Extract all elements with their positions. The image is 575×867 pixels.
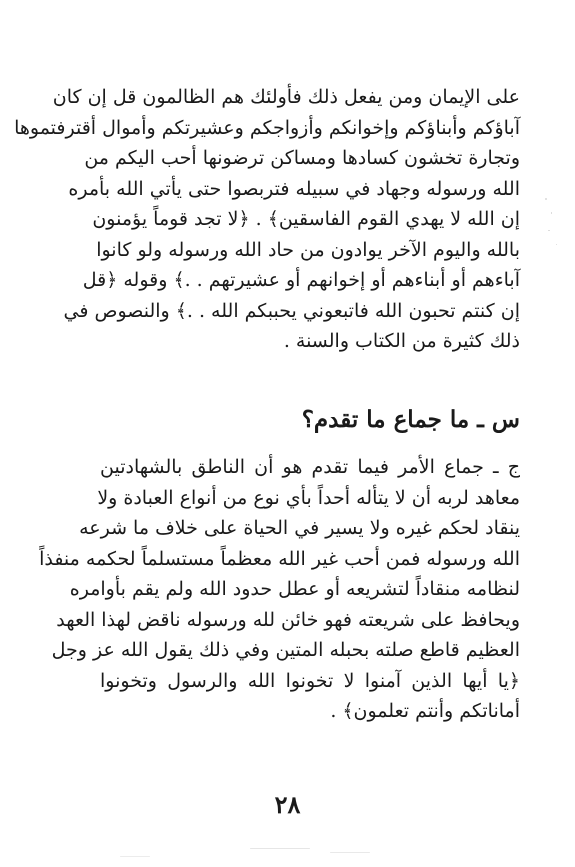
paragraph-1 — [14, 82, 520, 357]
text-line: على الإيمان ومن يفعل ذلك فأولئك هم الظالمون قل إن كان — [52, 86, 520, 108]
text-line: إن الله لا يهدي القوم الفاسقين﴾ . ﴿لا تجد قوماً يؤمنون — [92, 208, 520, 230]
text-line: العظيم قاطع صلته بحبله المتين وفي ذلك يقول الله عز وجل — [51, 639, 520, 661]
text-line: وتجارة تخشون كسادها ومساكن ترضونها أحب اليكم من — [84, 147, 520, 169]
section-heading: س ـ ما جماع ما تقدم؟ — [301, 406, 520, 433]
page-number: ٢٨ — [274, 790, 301, 819]
text-line: ذلك كثيرة من الكتاب والسنة . — [283, 330, 520, 352]
text-line: الله ورسوله فمن أحب غير الله معظماً مستسلماً لحكمه منفذاً — [39, 547, 520, 570]
text-line: إن كنتم تحبون الله فاتبعوني يحببكم الله . .﴾ والنصوص في — [63, 299, 520, 322]
text-line: آباءهم أو أبناءهم أو إخوانهم أو عشيرتهم . .﴾ وقوله ﴿قل — [82, 269, 520, 291]
paragraph-2 — [39, 452, 520, 727]
text-line: ينقاد لحكم غيره ولا يسير في الحياة على خلاف ما شرعه — [79, 517, 520, 539]
text-line: الله ورسوله وجهاد في سبيله فتربصوا حتى يأتي الله بأمره — [68, 177, 520, 200]
text-line: ويحافظ على شريعته فهو خائن لله ورسوله ناقض لهذا العهد — [56, 608, 520, 631]
text-line: بالله واليوم الآخر يوادون من حاد الله ورسوله ولو كانوا — [96, 238, 520, 261]
text-line: لنظامه منقاداً لتشريعه أو عطل حدود الله ولم يقم بأوامره — [69, 578, 520, 600]
text-line: معاهد لربه أن لا يتأله أحداً بأي نوع من أنواع العبادة ولا — [97, 486, 520, 509]
text-line: أماناتكم وأنتم تعلمون﴾ . — [330, 700, 520, 722]
text-line: ج ـ جماع الأمر فيما تقدم هو أن الناطق بالشهادتين — [100, 456, 520, 478]
text-line: آباؤكم وأبناؤكم وإخوانكم وأزواجكم وعشيرتكم وأموال أقترفتموها — [14, 116, 520, 139]
text-line: ﴿يا أيها الذين آمنوا لا تخونوا الله والرسول وتخونوا — [100, 669, 520, 692]
